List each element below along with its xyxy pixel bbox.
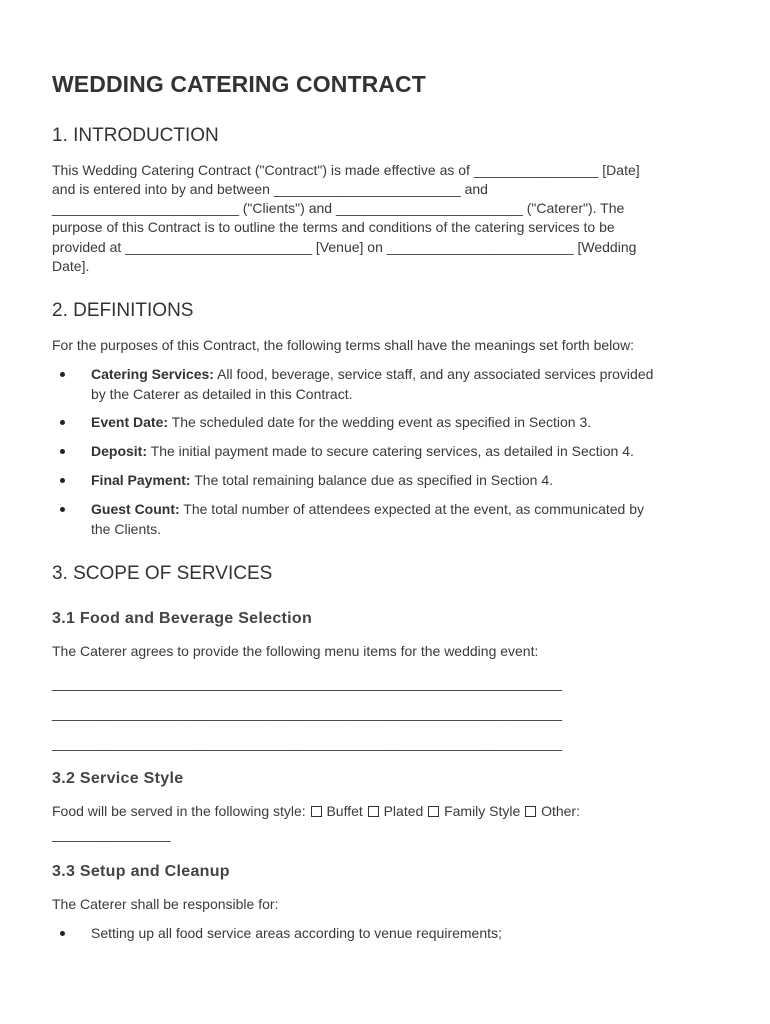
- bullet-icon: [60, 449, 65, 454]
- bullet-icon: [60, 478, 65, 483]
- food-selection-lead: The Caterer agrees to provide the following menu items for the wedding event:: [52, 643, 539, 659]
- subsection-heading-setup-cleanup: 3.3 Setup and Cleanup: [52, 863, 230, 880]
- definition-text: the Clients.: [91, 520, 162, 537]
- definition-text: All food, beverage, service staff, and any associated services provided: [213, 366, 654, 382]
- definition-text: The initial payment made to secure catering services, as detailed in Section 4.: [147, 443, 634, 459]
- family-style-label: Family Style: [444, 803, 521, 819]
- definition-text: The total number of attendees expected at the event, as communicated by: [179, 501, 645, 517]
- menu-item-blank-line[interactable]: _____________________________________________________________________: [52, 735, 562, 751]
- intro-line: provided at ________________________ [Venue] on ________________________ [Wedding: [52, 239, 637, 255]
- menu-item-blank-line[interactable]: _____________________________________________________________________: [52, 705, 562, 721]
- definition-item-event-date: [52, 413, 720, 433]
- intro-line: purpose of this Contract is to outline the terms and conditions of the catering services to be: [52, 219, 615, 235]
- subsection-heading-food-beverage: 3.1 Food and Beverage Selection: [52, 610, 313, 627]
- setup-item-text: Setting up all food service areas according to venue requirements;: [91, 925, 502, 941]
- setup-item: [52, 924, 720, 944]
- other-checkbox[interactable]: [525, 806, 536, 817]
- bullet-icon: [60, 420, 65, 425]
- buffet-checkbox[interactable]: [311, 806, 322, 817]
- intro-line: and is entered into by and between ________________________ and: [52, 181, 488, 197]
- definitions-lead: For the purposes of this Contract, the following terms shall have the meanings set forth below:: [52, 337, 635, 353]
- section-heading-definitions: 2. DEFINITIONS: [52, 300, 194, 321]
- bullet-icon: [60, 372, 65, 377]
- definition-term: Catering Services:: [91, 366, 214, 382]
- setup-cleanup-lead: The Caterer shall be responsible for:: [52, 896, 279, 912]
- section-heading-introduction: 1. INTRODUCTION: [52, 125, 219, 146]
- definition-term: Deposit:: [91, 443, 147, 459]
- document-title: WEDDING CATERING CONTRACT: [52, 71, 426, 97]
- definition-term: Event Date:: [91, 414, 169, 430]
- definition-item-guest-count: [52, 500, 720, 539]
- intro-line: Date].: [52, 258, 90, 274]
- bullet-icon: [60, 507, 65, 512]
- section-heading-scope-of-services: 3. SCOPE OF SERVICES: [52, 563, 273, 584]
- definition-item-catering-services: [52, 365, 720, 404]
- definition-text: by the Caterer as detailed in this Contract.: [91, 385, 353, 402]
- service-style-options: [52, 802, 580, 822]
- definition-text: The scheduled date for the wedding event as specified in Section 3.: [168, 414, 592, 430]
- definition-text: The total remaining balance due as specified in Section 4.: [190, 472, 554, 488]
- definition-term: Final Payment:: [91, 472, 191, 488]
- definition-item-final-payment: [52, 471, 720, 491]
- buffet-label: Buffet: [326, 803, 363, 819]
- intro-line: ________________________ ("Clients") and ________________________ ("Caterer"). The: [52, 200, 625, 216]
- other-label: Other:: [541, 803, 580, 819]
- family-style-checkbox[interactable]: [428, 806, 439, 817]
- definition-item-deposit: [52, 442, 720, 462]
- bullet-icon: [60, 931, 65, 936]
- service-style-lead: Food will be served in the following style:: [52, 803, 306, 819]
- plated-label: Plated: [383, 803, 424, 819]
- subsection-heading-service-style: 3.2 Service Style: [52, 770, 184, 787]
- other-style-blank-line[interactable]: ________________: [52, 826, 171, 842]
- plated-checkbox[interactable]: [368, 806, 379, 817]
- intro-line: This Wedding Catering Contract ("Contract") is made effective as of ________________ [Date]: [52, 162, 640, 178]
- definition-term: Guest Count:: [91, 501, 180, 517]
- menu-item-blank-line[interactable]: _____________________________________________________________________: [52, 675, 562, 691]
